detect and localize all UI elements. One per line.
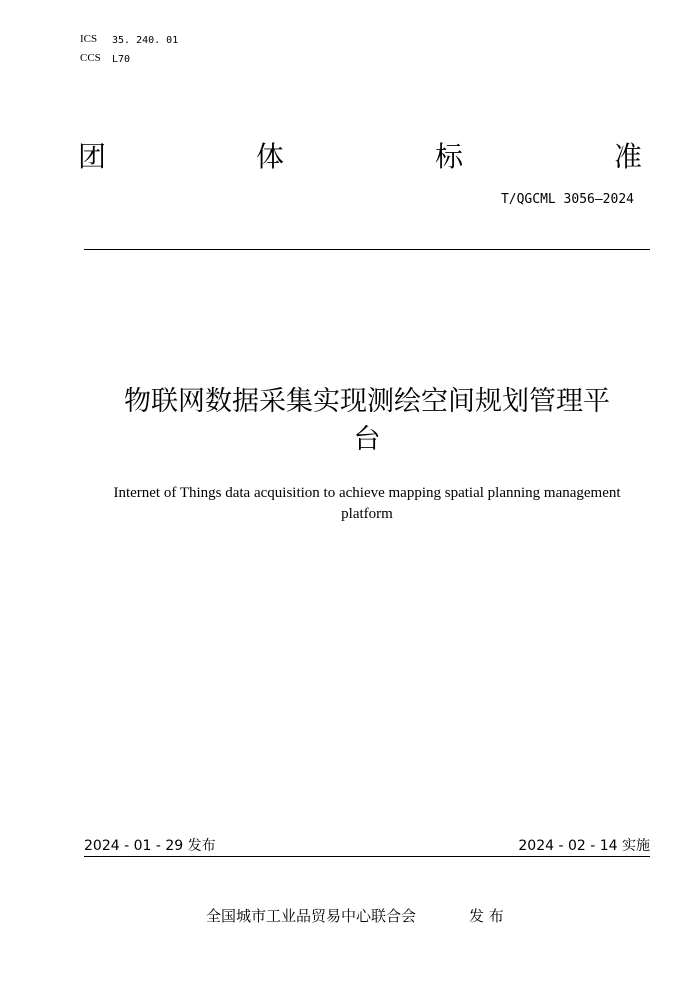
publish-date: 2024 - 01 - 29 发布 [84, 838, 216, 854]
ics-label: ICS [80, 33, 98, 45]
issuing-organization: 全国城市工业品贸易中心联合会 [206, 907, 417, 925]
standard-type-char-1: 团 [78, 140, 107, 173]
standard-type-char-3: 标 [435, 140, 464, 173]
title-cn-line-2: 台 [353, 424, 381, 455]
implement-date: 2024 - 02 - 14 实施 [518, 838, 650, 854]
ccs-label: CCS [80, 52, 101, 64]
title-cn-line-1: 物联网数据采集实现测绘空间规划管理平 [124, 386, 610, 417]
standard-number: T/QGCML 3056—2024 [500, 192, 634, 207]
ics-value: 35. 240. 01 [112, 35, 179, 46]
issue-action: 发 布 [469, 907, 504, 925]
title-en-line-2: platform [341, 506, 393, 522]
footer-divider [84, 856, 650, 857]
standard-type-char-4: 准 [614, 140, 643, 173]
header-divider [84, 249, 650, 250]
standard-type-char-2: 体 [256, 140, 285, 173]
title-en-line-1: Internet of Things data acquisition to achieve mapping spatial planning management [113, 485, 621, 501]
ccs-value: L70 [112, 54, 131, 65]
